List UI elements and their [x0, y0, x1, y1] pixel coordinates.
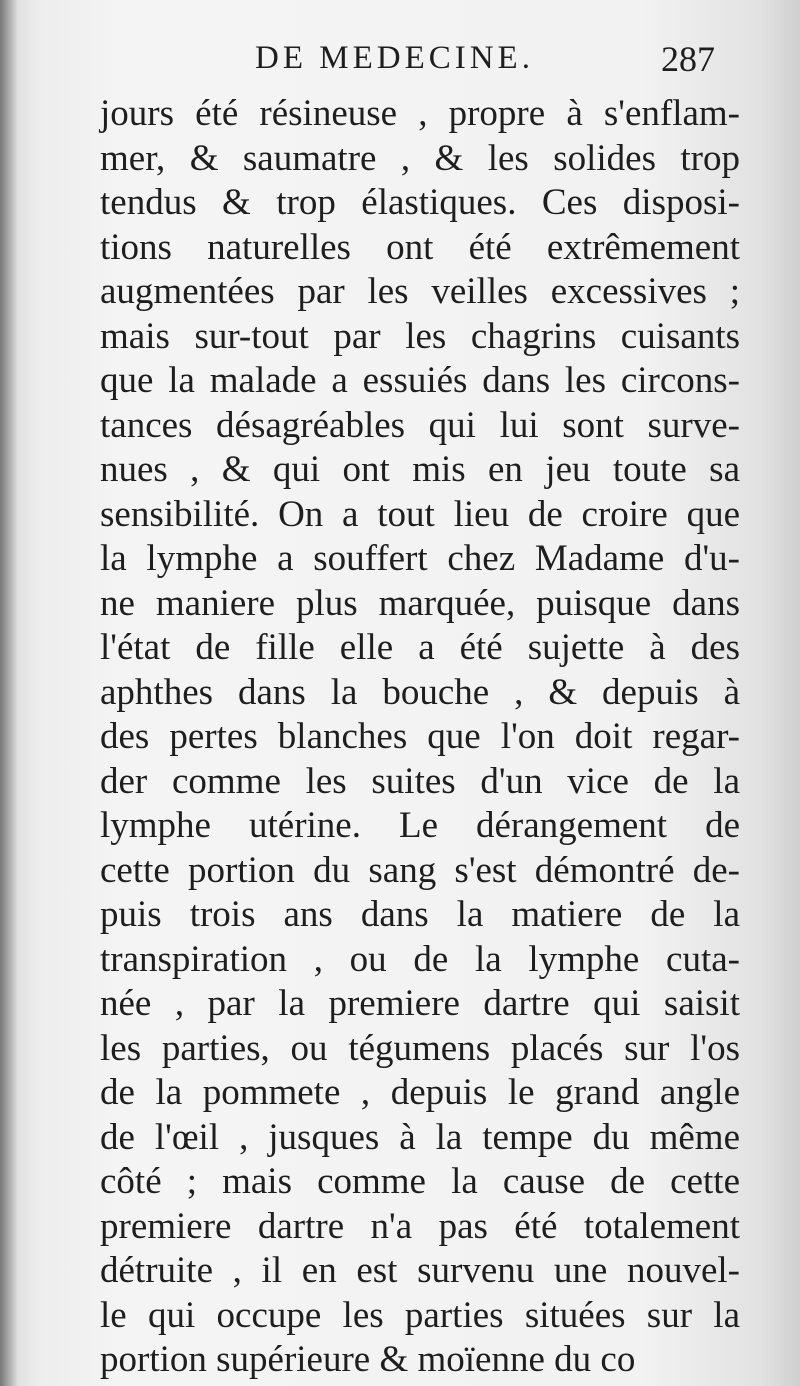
text-line: de l'œil , jusques à la tempe du même	[100, 1116, 740, 1158]
text-line: née , par la premiere dartre qui saisit	[100, 983, 740, 1024]
text-line: portion supérieure & moïenne du co	[100, 1339, 636, 1380]
text-line: détruite , il en est survenu une nouvel-	[100, 1250, 740, 1291]
text-line: der comme les suites d'un vice de la	[100, 760, 740, 802]
text-line: la lymphe a souffert chez Madame d'u-	[100, 538, 740, 579]
text-line: cette portion du sang s'est démontré de-	[100, 849, 740, 891]
text-line: tions naturelles ont été extrêmement	[100, 226, 740, 268]
text-line: ne maniere plus marquée, puisque dans	[100, 582, 740, 624]
text-line: l'état de fille elle a été sujette à des	[100, 627, 740, 668]
text-line: transpiration , ou de la lymphe cuta-	[100, 938, 740, 980]
text-line: mais sur-tout par les chagrins cuisants	[100, 315, 740, 357]
text-line: puis trois ans dans la matiere de la	[100, 894, 740, 935]
text-line: tendus & trop élastiques. Ces disposi-	[100, 182, 740, 223]
body-text	[100, 92, 740, 1383]
text-line: aphthes dans la bouche , & depuis à	[100, 671, 740, 713]
text-line: côté ; mais comme la cause de cette	[100, 1161, 740, 1202]
text-line: sensibilité. On a tout lieu de croire que	[100, 493, 740, 535]
text-line: les parties, ou tégumens placés sur l'os	[100, 1027, 740, 1069]
text-line: de la pommete , depuis le grand angle	[100, 1072, 740, 1113]
text-line: jours été résineuse , propre à s'enflam-	[100, 93, 740, 134]
text-line: tances désagréables qui lui sont surve-	[100, 404, 740, 446]
text-line: nues , & qui ont mis en jeu toute sa	[100, 449, 740, 490]
page-header	[255, 40, 715, 100]
page-gutter-shadow	[0, 0, 18, 1386]
text-line: mer, & saumatre , & les solides trop	[100, 137, 740, 179]
text-line: des pertes blanches que l'on doit regar-	[100, 716, 740, 757]
running-head: DE MEDECINE.	[255, 40, 534, 76]
text-line: augmentées par les veilles excessives ;	[100, 271, 740, 312]
text-line: le qui occupe les parties situées sur la	[100, 1294, 740, 1336]
page-number: 287	[661, 39, 715, 79]
text-line: lymphe utérine. Le dérangement de	[100, 805, 740, 846]
text-line: premiere dartre n'a pas été totalement	[100, 1205, 740, 1247]
text-line: que la malade a essuiés dans les circons-	[100, 360, 740, 401]
